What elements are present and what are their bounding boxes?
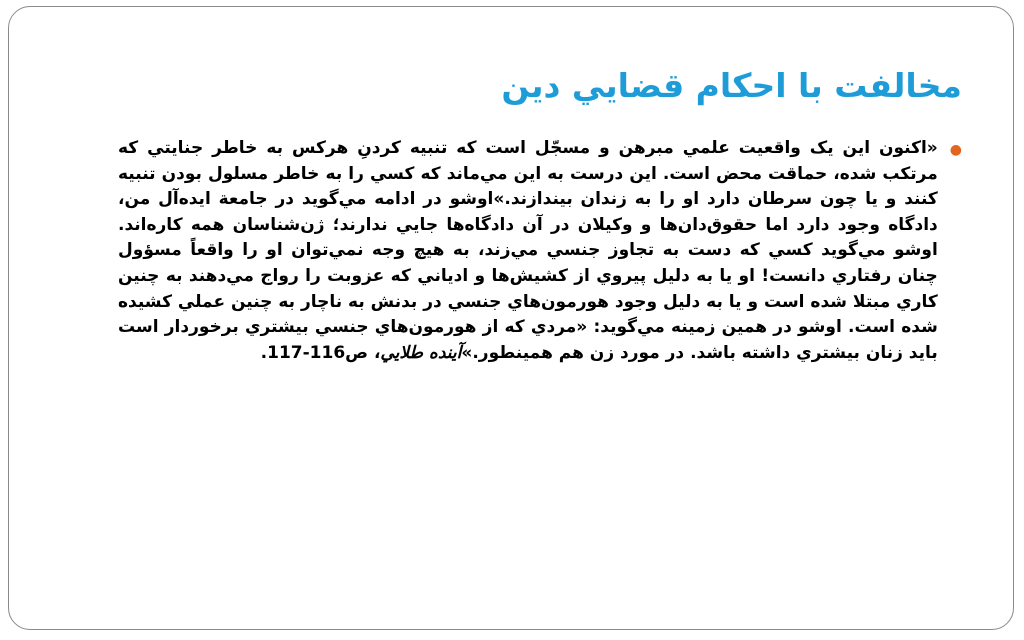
book-title: آينده طلايي — [380, 342, 462, 363]
bullet-dot-icon: ● — [949, 142, 962, 158]
slide-title: مخالفت با احکام قضايي دين — [501, 66, 962, 105]
bullet-paragraph — [118, 136, 938, 366]
page-citation: ، ص116-117. — [260, 342, 381, 363]
bullet-main-text: «اکنون اين يک واقعيت علمي مبرهن و مسجّل است که تنبيه کردنِ هرکس به خاطر جنايتي که مرتکب شده، حماقت محض است. اين درست به اين مي‌ماند که کسي را به خاطر مسلول بودن تنبيه کنند و يا چون سرطان دارد او را به زندان بيندازند.»اوشو در ادامه مي‌گويد در جامعة ايده‌آل من، دادگاه وجود دارد اما حقوق‌دان‌ها و وکيلان در آن دادگاه‌ها جايي ندارند؛ ژن‌شناسان همه کاره‌اند. اوشو مي‌گويد کسي که دست به تجاوز جنسي مي‌زند، به هيچ وجه نمي‌توان او را واقعاً مسؤول چنان رفتاري دانست! او يا به دليل پيروي از کشيش‌ها و ادياني که عزوبت را رواج مي‌دهند به چنين کاري مبتلا شده است و يا به دليل وجود هورمون‌هاي جنسي در بدنش به ناچار به چنين عملي کشيده شده است. اوشو در همين زمينه مي‌گويد: «مردي که از هورمون‌هاي جنسي بيشتري برخوردار است بايد زنان بيشتري داشته باشد. در مورد زن هم همينطور.» — [118, 138, 938, 363]
bullet-item — [118, 136, 962, 366]
